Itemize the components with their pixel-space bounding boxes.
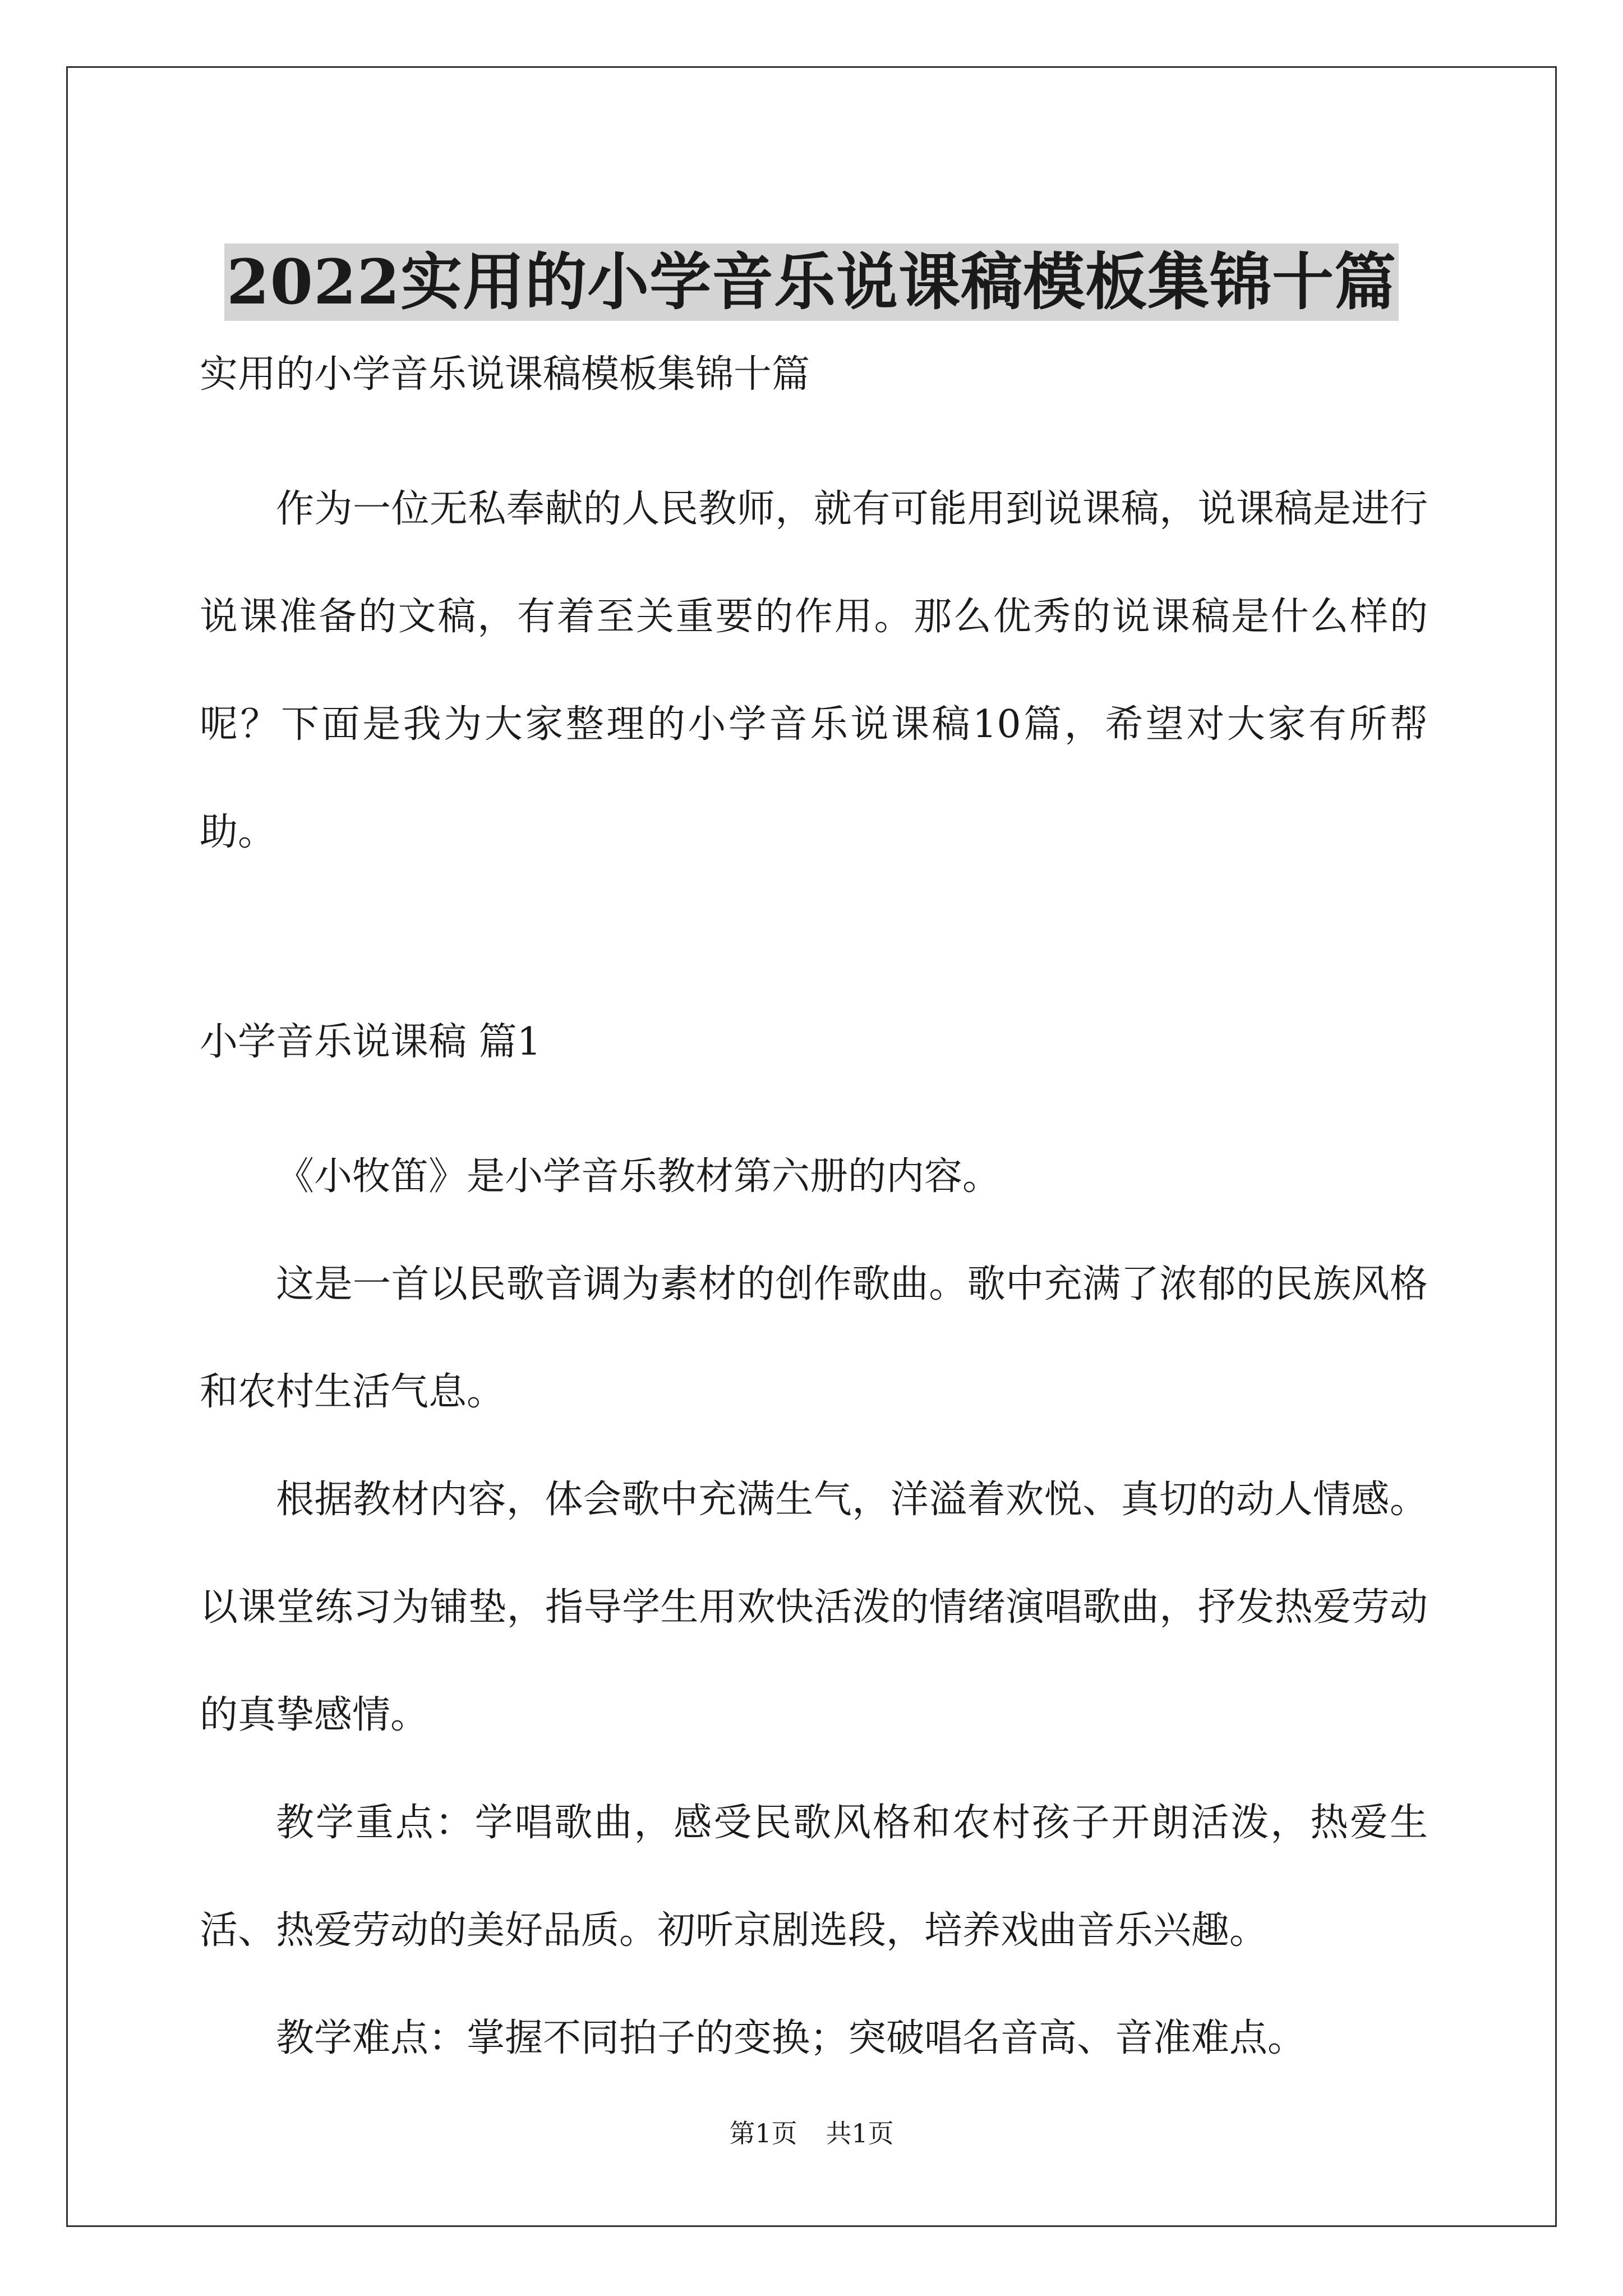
page-total: 共1页 — [826, 2118, 894, 2148]
title-container — [0, 202, 1623, 362]
page-number: 第1页 — [729, 2118, 797, 2148]
page-footer — [0, 2118, 1623, 2149]
section-heading: 小学音乐说课稿 篇1 — [200, 1020, 541, 1064]
body-paragraph-4: 教学重点：学唱歌曲，感受民歌风格和农村孩子开朗活泼，热爱生活、热爱劳动的美好品质。初听京剧选段，培养戏曲音乐兴趣。 — [200, 1801, 1428, 1953]
document-title: 2022实用的小学音乐说课稿模板集锦十篇 — [224, 243, 1399, 321]
intro-paragraph: 作为一位无私奉献的人民教师，就有可能用到说课稿，说课稿是进行说课准备的文稿，有着至关重要的作用。那么优秀的说课稿是什么样的呢？下面是我为大家整理的小学音乐说课稿10篇，希望对大家有所帮助。 — [200, 487, 1428, 854]
body-paragraph-1: 《小牧笛》是小学音乐教材第六册的内容。 — [276, 1154, 1001, 1199]
document-subtitle: 实用的小学音乐说课稿模板集锦十篇 — [200, 352, 810, 397]
body-paragraph-5: 教学难点：掌握不同拍子的变换；突破唱名音高、音准难点。 — [276, 2016, 1306, 2060]
body-paragraph-2: 这是一首以民歌音调为素材的创作歌曲。歌中充满了浓郁的民族风格和农村生活气息。 — [200, 1262, 1428, 1414]
document-body — [200, 348, 1428, 2092]
body-paragraph-3: 根据教材内容，体会歌中充满生气，洋溢着欢悦、真切的动人情感。以课堂练习为铺垫，指导学生用欢快活泼的情绪演唱歌曲，抒发热爱劳动的真挚感情。 — [200, 1478, 1428, 1737]
